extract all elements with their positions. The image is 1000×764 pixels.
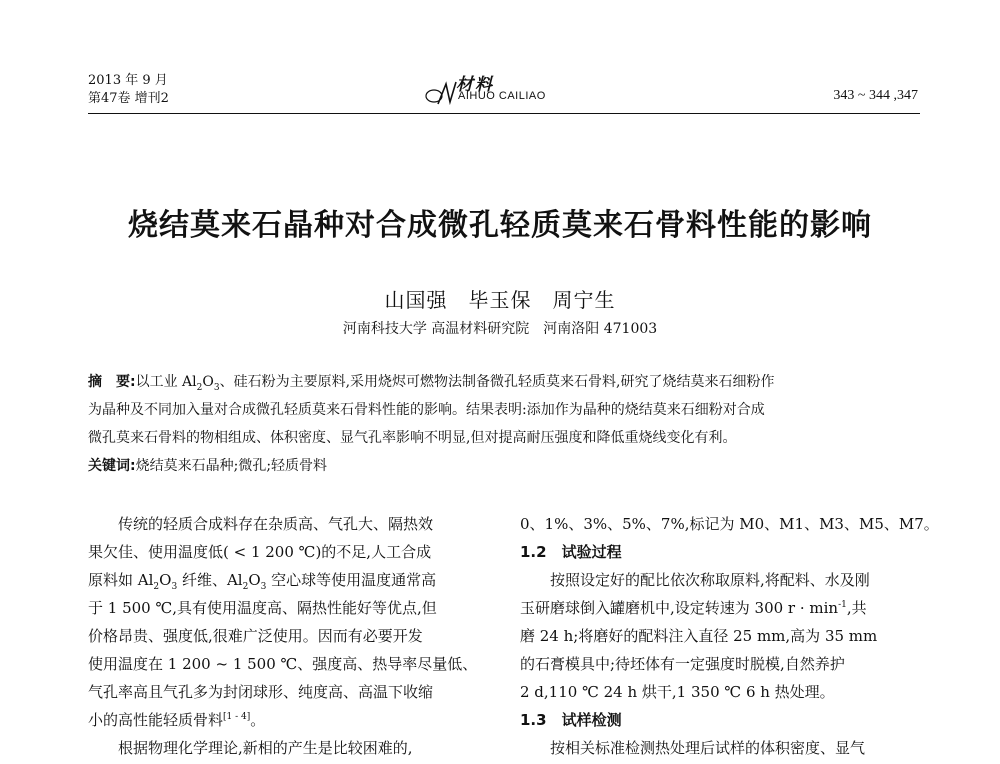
keywords-text: 烧结莫来石晶种;微孔;轻质骨料	[135, 458, 328, 474]
body-left-column	[88, 510, 498, 762]
running-header-left	[88, 72, 169, 108]
journal-logo-icon	[424, 80, 460, 106]
body-line: 2 d,110 ℃ 24 h 烘干,1 350 ℃ 6 h 热处理。	[520, 683, 835, 701]
journal-logo	[424, 70, 584, 110]
body-line: 的石膏模具中;待坯体有一定强度时脱模,自然养护	[520, 655, 845, 673]
body-line: 价格昂贵、强度低,很难广泛使用。因而有必要开发	[88, 627, 423, 645]
body-line: 玉研磨球倒入罐磨机中,设定转速为 300 $r \cdot \min^{-1}$,共	[520, 599, 867, 617]
body-right-column	[520, 510, 939, 762]
issue-volume: 第47卷 增刊2	[88, 91, 169, 106]
body-line: 使用温度在 1 200 ~ 1 500 ℃、强度高、热导率尽量低、	[88, 655, 478, 673]
journal-name-cn: 材料	[456, 75, 494, 95]
paper-authors: 山国强 毕玉保 周宁生	[384, 288, 616, 312]
citation: [1 - 4]	[223, 712, 251, 722]
body-line: 磨 24 h;将磨好的配料注入直径 25 mm,高为 35 mm	[520, 627, 878, 645]
body-line: 原料如 $Al_2O_3$ 纤维、$Al_2O_3$ 空心球等使用温度通常高	[88, 571, 437, 592]
section-heading-1-3: 1.3 试样检测	[520, 711, 622, 729]
abstract-line-3: 微孔莫来石骨料的物相组成、体积密度、显气孔率影响不明显,但对提高耐压强度和降低重烧线变化有利。	[88, 430, 737, 446]
body-line: 果欠佳、使用温度低( < 1 200 ℃)的不足,人工合成	[88, 543, 432, 561]
body-line: 0、1%、3%、5%、7%,标记为 M0、M1、M3、M5、M7。	[520, 515, 939, 533]
body-line: 按照设定好的配比依次称取原料,将配料、水及刚	[550, 571, 870, 589]
issue-date: 2013 年 9 月	[88, 73, 168, 88]
page-range: 343 ~ 344 ,347	[833, 88, 918, 103]
abstract	[88, 368, 922, 480]
keywords-label: 关键词:	[88, 458, 136, 474]
abstract-label: 摘 要:	[88, 374, 136, 390]
body-line: 传统的轻质合成料存在杂质高、气孔大、隔热效	[118, 515, 434, 533]
body-line: 于 1 500 ℃,具有使用温度高、隔热性能好等优点,但	[88, 599, 437, 617]
header-rule	[88, 113, 920, 114]
body-line: 按相关标准检测热处理后试样的体积密度、显气	[550, 739, 866, 757]
journal-name-en: AIHUO CAILIAO	[458, 90, 546, 102]
abstract-line-1: 摘 要:以工业 $Al_2O_3$、硅石粉为主要原料,采用烧烬可燃物法制备微孔轻质莫来石骨料,研究了烧结莫来石细粉作	[88, 374, 775, 393]
section-heading-1-2: 1.2 试验过程	[520, 543, 622, 561]
body-line: 小的高性能轻质骨料[1 - 4]。	[88, 711, 266, 729]
paper-title: 烧结莫来石晶种对合成微孔轻质莫来石骨料性能的影响	[128, 208, 872, 243]
body-line: 气孔率高且气孔多为封闭球形、纯度高、高温下收缩	[88, 683, 434, 701]
abstract-line-2: 为晶种及不同加入量对合成微孔轻质莫来石骨料性能的影响。结果表明:添加作为晶种的烧结莫来石细粉对合成	[88, 402, 765, 418]
keywords-line	[88, 452, 922, 480]
body-line: 根据物理化学理论,新相的产生是比较困难的,	[118, 739, 413, 757]
paper-affiliation: 河南科技大学 高温材料研究院 河南洛阳 471003	[342, 321, 658, 337]
